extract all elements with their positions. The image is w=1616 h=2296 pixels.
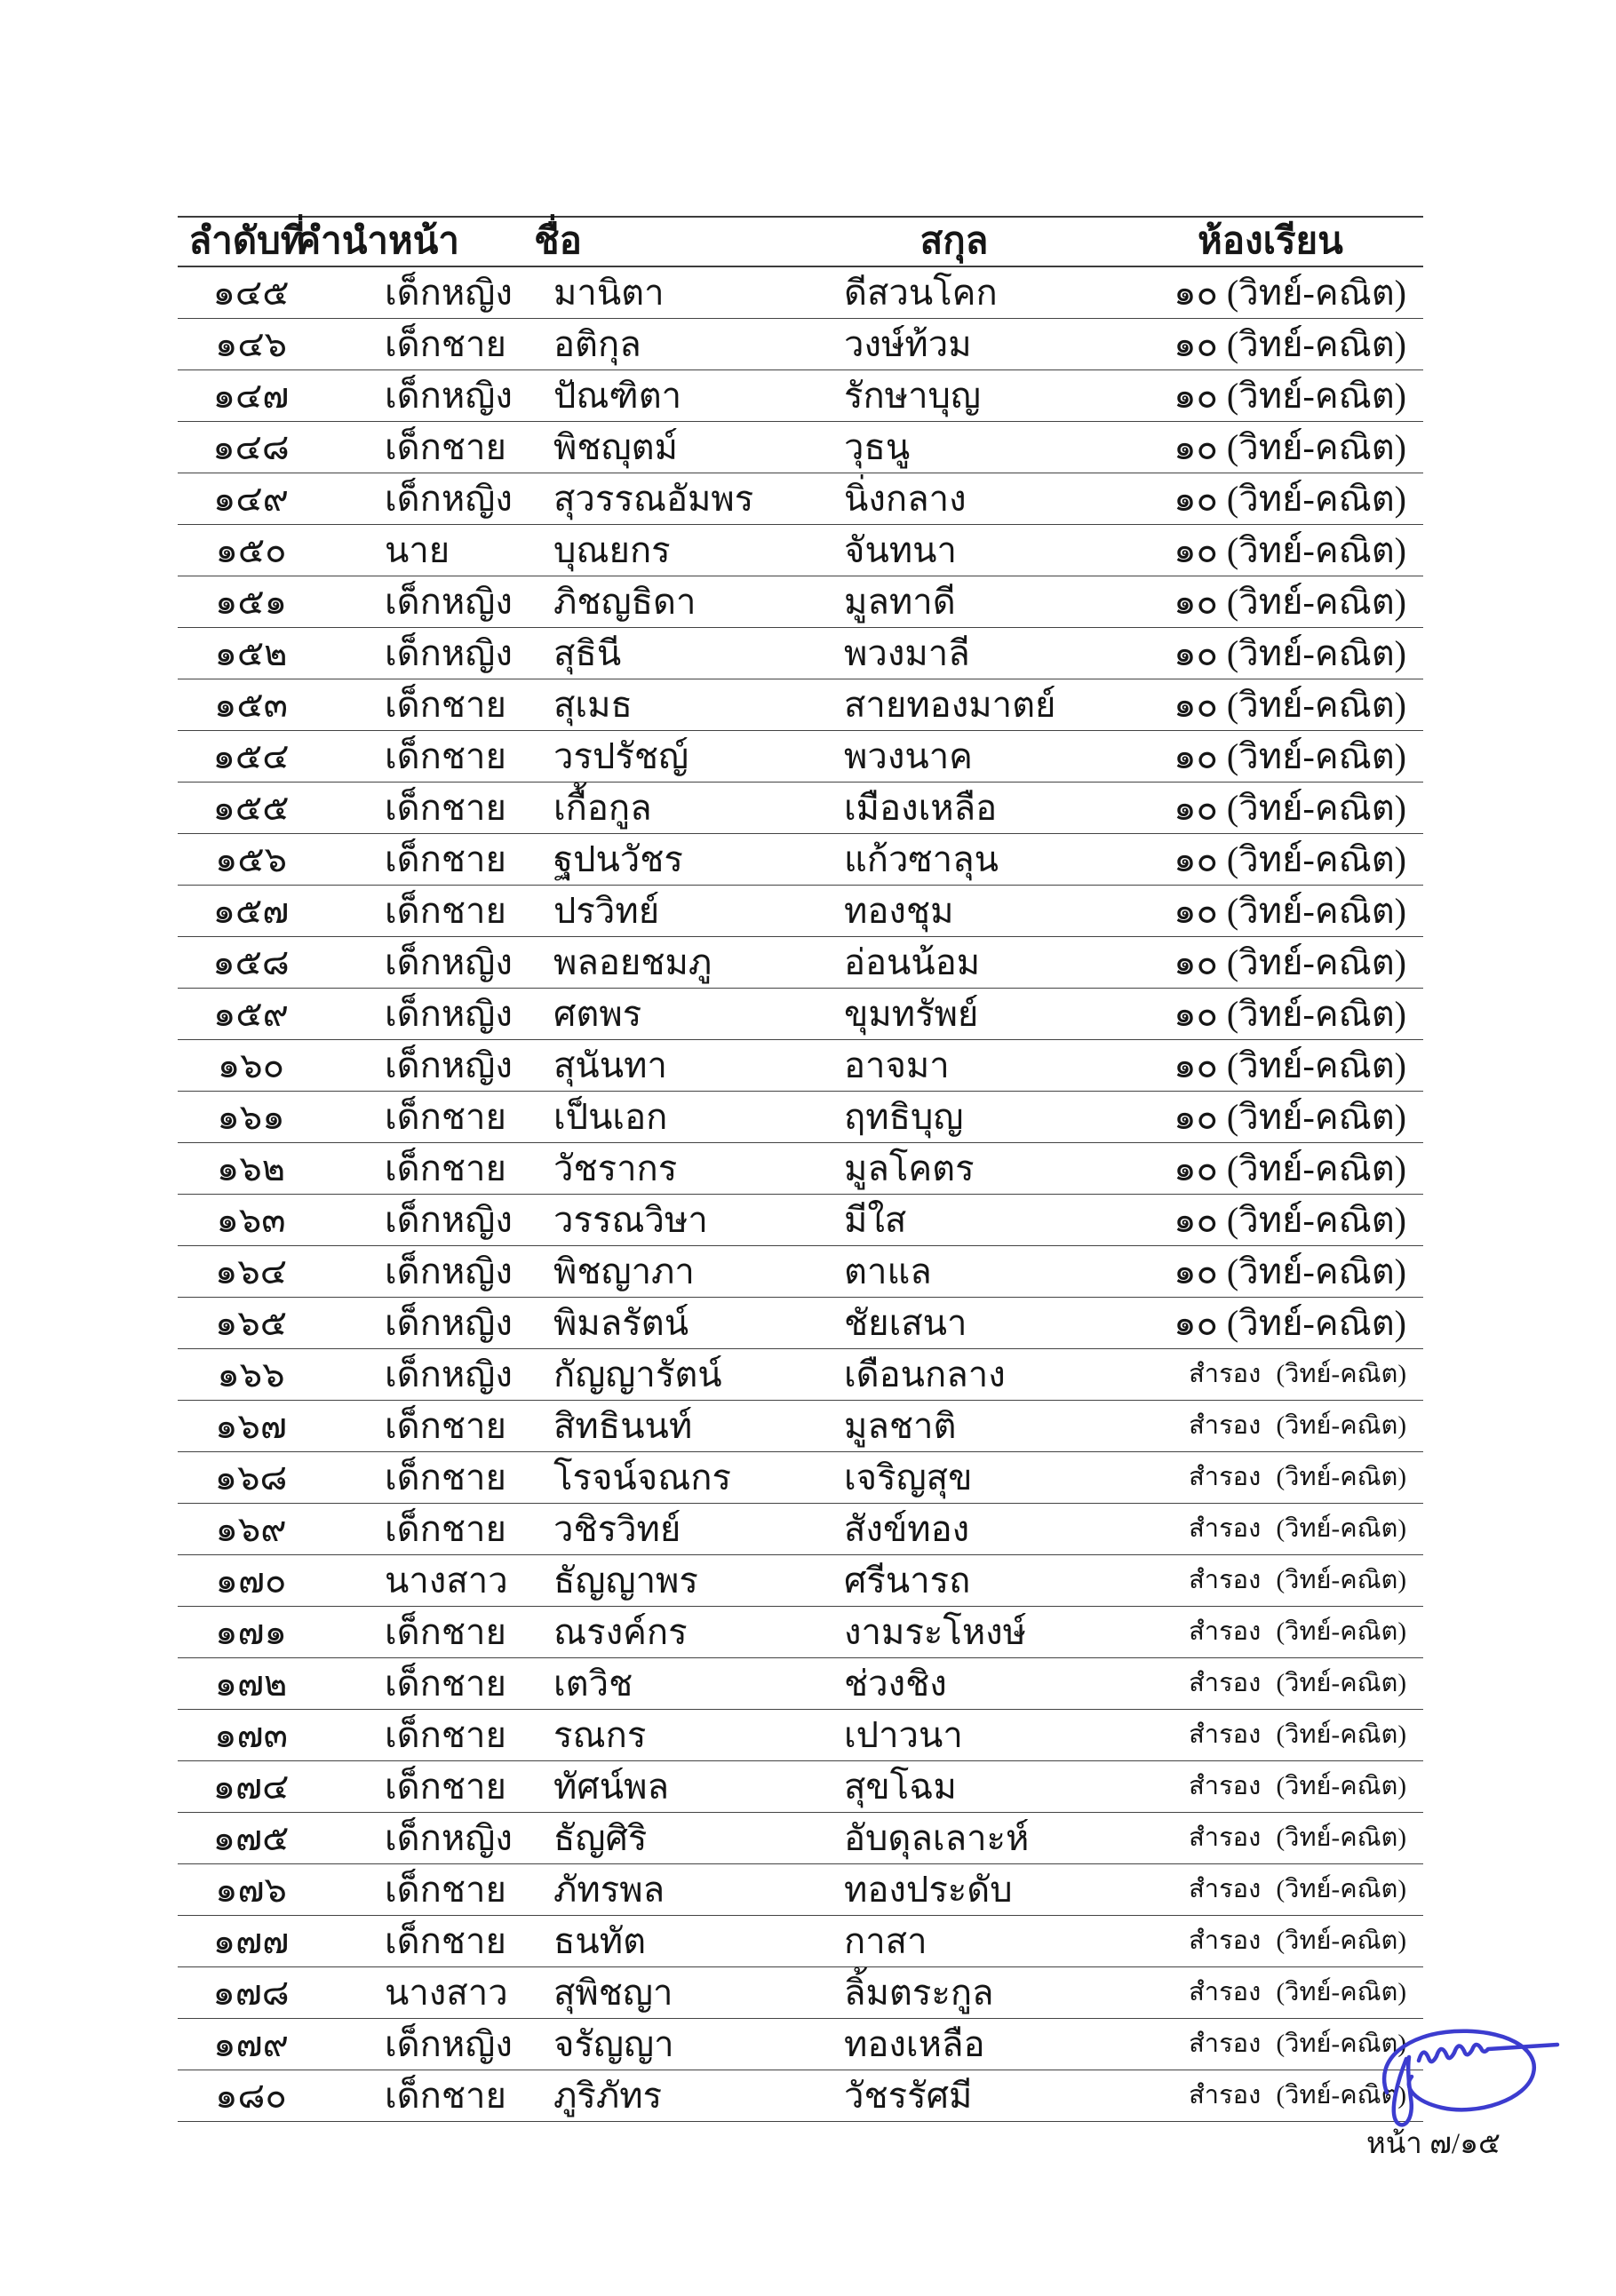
prefix-cell: เด็กหญิง	[385, 375, 513, 416]
row-number-cell: ๑๕๐	[215, 529, 287, 570]
table-row	[178, 886, 1423, 937]
surname-cell: ศรีนารถ	[844, 1560, 971, 1601]
first-name-cell: สิทธินนท์	[553, 1405, 693, 1446]
classroom-cell: ๑๐ (วิทย์-คณิต)	[1174, 426, 1406, 467]
row-number-cell: ๑๕๘	[212, 941, 290, 982]
classroom-cell: ๑๐ (วิทย์-คณิต)	[1174, 993, 1406, 1034]
prefix-cell: นางสาว	[385, 1972, 508, 2013]
prefix-cell: เด็กหญิง	[385, 632, 513, 673]
prefix-cell: เด็กชาย	[385, 426, 506, 467]
table-row	[178, 422, 1423, 473]
first-name-cell: อติกุล	[553, 323, 641, 364]
table-row	[178, 1298, 1423, 1349]
classroom-cell: สำรอง (วิทย์-คณิต)	[1189, 1927, 1406, 1955]
prefix-cell: เด็กชาย	[385, 2075, 506, 2116]
row-number-cell: ๑๖๐	[217, 1045, 285, 1085]
prefix-cell: เด็กหญิง	[385, 1045, 513, 1085]
classroom-cell: ๑๐ (วิทย์-คณิต)	[1174, 272, 1406, 313]
first-name-cell: ทัศน์พล	[553, 1766, 669, 1807]
first-name-cell: สุนันทา	[553, 1045, 667, 1085]
surname-cell: ดีสวนโคก	[844, 272, 998, 313]
row-number-cell: ๑๖๗	[215, 1405, 287, 1446]
row-number-cell: ๑๗๐	[215, 1560, 287, 1601]
row-number-cell: ๑๗๔	[212, 1766, 290, 1807]
surname-cell: มูลโคตร	[844, 1148, 975, 1188]
classroom-cell: สำรอง (วิทย์-คณิต)	[1189, 2030, 1406, 2058]
prefix-cell: เด็กชาย	[385, 838, 506, 879]
first-name-cell: เป็นเอก	[553, 1096, 668, 1137]
table-row	[178, 731, 1423, 783]
prefix-cell: เด็กชาย	[385, 1405, 506, 1446]
row-number-cell: ๑๖๖	[217, 1354, 285, 1394]
classroom-cell: ๑๐ (วิทย์-คณิต)	[1174, 1251, 1406, 1291]
prefix-cell: เด็กหญิง	[385, 1251, 513, 1291]
prefix-cell: เด็กชาย	[385, 1869, 506, 1910]
surname-cell: วงษ์ท้วม	[844, 323, 972, 364]
surname-cell: ขุมทรัพย์	[844, 993, 979, 1034]
prefix-cell: เด็กชาย	[385, 890, 506, 931]
surname-cell: ทองชุม	[844, 890, 954, 931]
row-number-cell: ๑๖๕	[214, 1302, 288, 1343]
header-classroom: ห้องเรียน	[1198, 221, 1343, 262]
surname-cell: เจริญสุข	[844, 1457, 973, 1498]
classroom-cell: สำรอง (วิทย์-คณิต)	[1189, 1772, 1406, 1800]
surname-cell: รักษาบุญ	[844, 375, 982, 416]
classroom-cell: ๑๐ (วิทย์-คณิต)	[1174, 375, 1406, 416]
first-name-cell: วรรณวิษา	[553, 1199, 708, 1240]
surname-cell: เมืองเหลือ	[844, 787, 998, 828]
table-row	[178, 1040, 1423, 1092]
first-name-cell: พิมลรัตน์	[553, 1302, 689, 1343]
table-row	[178, 937, 1423, 989]
surname-cell: ทองเหลือ	[844, 2023, 985, 2064]
row-number-cell: ๑๗๙	[213, 2023, 289, 2064]
classroom-cell: สำรอง (วิทย์-คณิต)	[1189, 1566, 1406, 1594]
prefix-cell: เด็กชาย	[385, 1508, 506, 1549]
table-row	[178, 628, 1423, 679]
classroom-cell: ๑๐ (วิทย์-คณิต)	[1174, 1096, 1406, 1137]
first-name-cell: ณรงค์กร	[553, 1611, 688, 1652]
row-number-cell: ๑๕๔	[212, 735, 290, 776]
row-number-cell: ๑๔๙	[213, 478, 289, 519]
first-name-cell: รณกร	[553, 1714, 647, 1755]
surname-cell: ฤทธิบุญ	[844, 1096, 964, 1137]
first-name-cell: ภูริภัทร	[553, 2075, 663, 2116]
table-row	[178, 1143, 1423, 1195]
row-number-cell: ๑๕๓	[213, 684, 288, 725]
first-name-cell: วัชรากร	[553, 1148, 678, 1188]
first-name-cell: กัญญารัตน์	[553, 1354, 722, 1394]
classroom-cell: สำรอง (วิทย์-คณิต)	[1189, 1514, 1406, 1543]
first-name-cell: พลอยชมภู	[553, 941, 712, 982]
table-row	[178, 1401, 1423, 1452]
first-name-cell: สุวรรณอัมพร	[553, 478, 754, 519]
first-name-cell: ปัณฑิตา	[553, 375, 682, 416]
prefix-cell: เด็กชาย	[385, 1457, 506, 1498]
surname-cell: มูลทาดี	[844, 581, 956, 622]
table-row	[178, 576, 1423, 628]
classroom-cell: ๑๐ (วิทย์-คณิต)	[1174, 941, 1406, 982]
row-number-cell: ๑๖๘	[214, 1457, 288, 1498]
prefix-cell: เด็กหญิง	[385, 1199, 513, 1240]
prefix-cell: เด็กชาย	[385, 684, 506, 725]
first-name-cell: พิชญาภา	[553, 1251, 695, 1291]
prefix-cell: เด็กชาย	[385, 1714, 506, 1755]
row-number-cell: ๑๖๓	[216, 1199, 286, 1240]
table-row	[178, 1658, 1423, 1710]
surname-cell: สังข์ทอง	[844, 1508, 970, 1549]
surname-cell: สายทองมาตย์	[844, 684, 1056, 725]
signature-descender-stroke	[1394, 2057, 1412, 2125]
prefix-cell: เด็กหญิง	[385, 478, 513, 519]
table-row	[178, 2070, 1423, 2122]
prefix-cell: เด็กชาย	[385, 323, 506, 364]
classroom-cell: ๑๐ (วิทย์-คณิต)	[1174, 684, 1406, 725]
classroom-cell: สำรอง (วิทย์-คณิต)	[1189, 1411, 1406, 1440]
classroom-cell: ๑๐ (วิทย์-คณิต)	[1174, 1302, 1406, 1343]
surname-cell: พวงนาค	[844, 735, 973, 776]
classroom-cell: ๑๐ (วิทย์-คณิต)	[1174, 478, 1406, 519]
row-number-cell: ๑๗๒	[214, 1663, 288, 1704]
table-row	[178, 1504, 1423, 1555]
classroom-cell: สำรอง (วิทย์-คณิต)	[1189, 1360, 1406, 1388]
surname-cell: อาจมา	[844, 1045, 950, 1085]
prefix-cell: เด็กหญิง	[385, 272, 513, 313]
table-row	[178, 1967, 1423, 2019]
table-row	[178, 473, 1423, 525]
first-name-cell: วรปรัชญ์	[553, 735, 689, 776]
table-body	[178, 267, 1423, 2122]
first-name-cell: โรจน์จณกร	[553, 1457, 731, 1498]
header-first-name: ชื่อ	[534, 221, 582, 262]
prefix-cell: เด็กชาย	[385, 1920, 506, 1961]
first-name-cell: เตวิช	[553, 1663, 633, 1704]
first-name-cell: ธัญศิริ	[553, 1817, 648, 1858]
row-number-cell: ๑๖๔	[214, 1251, 288, 1291]
table-row	[178, 370, 1423, 422]
classroom-cell: สำรอง (วิทย์-คณิต)	[1189, 1978, 1406, 2006]
row-number-cell: ๑๖๙	[215, 1508, 287, 1549]
row-number-cell: ๑๘๐	[215, 2075, 287, 2116]
row-number-cell: ๑๗๘	[212, 1972, 290, 2013]
table-row	[178, 1452, 1423, 1504]
signature-scribble-stroke	[1419, 2045, 1557, 2062]
header-prefix: คำนำหน้า	[296, 221, 459, 262]
table-row	[178, 267, 1423, 319]
prefix-cell: เด็กชาย	[385, 1766, 506, 1807]
row-number-cell: ๑๔๗	[212, 375, 290, 416]
prefix-cell: นางสาว	[385, 1560, 508, 1601]
surname-cell: ชัยเสนา	[844, 1302, 967, 1343]
surname-cell: เปาวนา	[844, 1714, 963, 1755]
table-row	[178, 1916, 1423, 1967]
classroom-cell: ๑๐ (วิทย์-คณิต)	[1174, 890, 1406, 931]
row-number-cell: ๑๖๑	[217, 1096, 285, 1137]
first-name-cell: ปรวิทย์	[553, 890, 660, 931]
prefix-cell: เด็กชาย	[385, 787, 506, 828]
surname-cell: อับดุลเลาะห์	[844, 1817, 1030, 1858]
classroom-cell: ๑๐ (วิทย์-คณิต)	[1174, 735, 1406, 776]
table-row	[178, 1555, 1423, 1607]
classroom-cell: สำรอง (วิทย์-คณิต)	[1189, 1823, 1406, 1852]
prefix-cell: เด็กชาย	[385, 1096, 506, 1137]
student-table	[178, 216, 1423, 2122]
first-name-cell: ฐปนวัชร	[553, 838, 683, 879]
surname-cell: ตาแล	[844, 1251, 932, 1291]
row-number-cell: ๑๗๖	[215, 1869, 287, 1910]
row-number-cell: ๑๕๙	[213, 993, 289, 1034]
classroom-cell: สำรอง (วิทย์-คณิต)	[1189, 1720, 1406, 1749]
surname-cell: ลิ้มตระกูล	[844, 1972, 994, 2013]
surname-cell: จันทนา	[844, 529, 957, 570]
classroom-cell: ๑๐ (วิทย์-คณิต)	[1174, 1148, 1406, 1188]
row-number-cell: ๑๔๕	[212, 272, 290, 313]
surname-cell: ทองประดับ	[844, 1869, 1013, 1910]
table-row	[178, 1246, 1423, 1298]
classroom-cell: ๑๐ (วิทย์-คณิต)	[1174, 323, 1406, 364]
table-row	[178, 1195, 1423, 1246]
table-row	[178, 2019, 1423, 2070]
first-name-cell: ธนทัต	[553, 1920, 647, 1961]
page-number-label: หน้า ๗/๑๕	[1366, 2128, 1501, 2160]
classroom-cell: สำรอง (วิทย์-คณิต)	[1189, 1875, 1406, 1903]
first-name-cell: จรัญญา	[553, 2023, 674, 2064]
first-name-cell: ภัทรพล	[553, 1869, 665, 1910]
row-number-cell: ๑๕๑	[214, 581, 288, 622]
prefix-cell: เด็กชาย	[385, 1663, 506, 1704]
first-name-cell: สุเมธ	[553, 684, 633, 725]
prefix-cell: เด็กชาย	[385, 735, 506, 776]
table-row	[178, 1813, 1423, 1864]
row-number-cell: ๑๕๗	[212, 890, 290, 931]
row-number-cell: ๑๗๑	[215, 1611, 287, 1652]
surname-cell: ช่วงชิง	[844, 1663, 947, 1704]
classroom-cell: ๑๐ (วิทย์-คณิต)	[1174, 838, 1406, 879]
first-name-cell: ศตพร	[553, 993, 642, 1034]
prefix-cell: เด็กหญิง	[385, 2023, 513, 2064]
classroom-cell: ๑๐ (วิทย์-คณิต)	[1174, 1199, 1406, 1240]
table-row	[178, 1864, 1423, 1916]
classroom-cell: สำรอง (วิทย์-คณิต)	[1189, 1463, 1406, 1491]
table-row	[178, 1349, 1423, 1401]
row-number-cell: ๑๗๗	[212, 1920, 290, 1961]
first-name-cell: บุณยกร	[553, 529, 671, 570]
classroom-cell: ๑๐ (วิทย์-คณิต)	[1174, 1045, 1406, 1085]
prefix-cell: เด็กหญิง	[385, 941, 513, 982]
classroom-cell: ๑๐ (วิทย์-คณิต)	[1174, 787, 1406, 828]
row-number-cell: ๑๔๖	[214, 323, 288, 364]
table-row	[178, 1607, 1423, 1658]
table-row	[178, 834, 1423, 886]
surname-cell: เดือนกลาง	[844, 1354, 1006, 1394]
table-row	[178, 1710, 1423, 1761]
table-header-row	[178, 218, 1423, 267]
table-row	[178, 989, 1423, 1040]
prefix-cell: เด็กหญิง	[385, 1302, 513, 1343]
table-row	[178, 783, 1423, 834]
first-name-cell: วชิรวิทย์	[553, 1508, 681, 1549]
surname-cell: พวงมาลี	[844, 632, 970, 673]
classroom-cell: สำรอง (วิทย์-คณิต)	[1189, 1669, 1406, 1697]
table-row	[178, 319, 1423, 370]
surname-cell: มูลชาติ	[844, 1405, 957, 1446]
surname-cell: งามระโหงษ์	[844, 1611, 1027, 1652]
header-surname: สกุล	[919, 221, 989, 262]
prefix-cell: เด็กชาย	[385, 1148, 506, 1188]
row-number-cell: ๑๕๖	[214, 838, 288, 879]
first-name-cell: พิชญุตม์	[553, 426, 678, 467]
surname-cell: มีใส	[844, 1199, 907, 1240]
classroom-cell: ๑๐ (วิทย์-คณิต)	[1174, 632, 1406, 673]
prefix-cell: เด็กหญิง	[385, 1354, 513, 1394]
table-row	[178, 679, 1423, 731]
first-name-cell: สุพิชญา	[553, 1972, 673, 2013]
surname-cell: นิ่งกลาง	[844, 478, 967, 519]
table-row	[178, 1761, 1423, 1813]
prefix-cell: เด็กหญิง	[385, 581, 513, 622]
table-row	[178, 525, 1423, 576]
surname-cell: วัชรรัศมี	[844, 2075, 973, 2116]
surname-cell: อ่อนน้อม	[844, 941, 981, 982]
row-number-cell: ๑๖๒	[216, 1148, 286, 1188]
classroom-cell: สำรอง (วิทย์-คณิต)	[1189, 2081, 1406, 2109]
surname-cell: แก้วซาลุน	[844, 838, 999, 879]
first-name-cell: เกื้อกูล	[553, 787, 652, 828]
surname-cell: วุธนู	[844, 426, 911, 467]
classroom-cell: สำรอง (วิทย์-คณิต)	[1189, 1617, 1406, 1646]
signature-ink	[1371, 2025, 1562, 2130]
header-order-number: ลำดับที่	[188, 221, 306, 262]
prefix-cell: เด็กหญิง	[385, 993, 513, 1034]
row-number-cell: ๑๕๕	[212, 787, 290, 828]
surname-cell: สุขโฉม	[844, 1766, 957, 1807]
row-number-cell: ๑๗๓	[214, 1714, 288, 1755]
surname-cell: กาสา	[844, 1920, 927, 1961]
row-number-cell: ๑๕๒	[214, 632, 288, 673]
first-name-cell: มานิตา	[553, 272, 665, 313]
row-number-cell: ๑๔๘	[212, 426, 290, 467]
first-name-cell: ภิชญธิดา	[553, 581, 697, 622]
prefix-cell: เด็กหญิง	[385, 1817, 513, 1858]
prefix-cell: นาย	[385, 529, 450, 570]
row-number-cell: ๑๗๕	[212, 1817, 290, 1858]
first-name-cell: ธัญญาพร	[553, 1560, 698, 1601]
classroom-cell: ๑๐ (วิทย์-คณิต)	[1174, 529, 1406, 570]
table-row	[178, 1092, 1423, 1143]
prefix-cell: เด็กชาย	[385, 1611, 506, 1652]
classroom-cell: ๑๐ (วิทย์-คณิต)	[1174, 581, 1406, 622]
first-name-cell: สุธินี	[553, 632, 622, 673]
